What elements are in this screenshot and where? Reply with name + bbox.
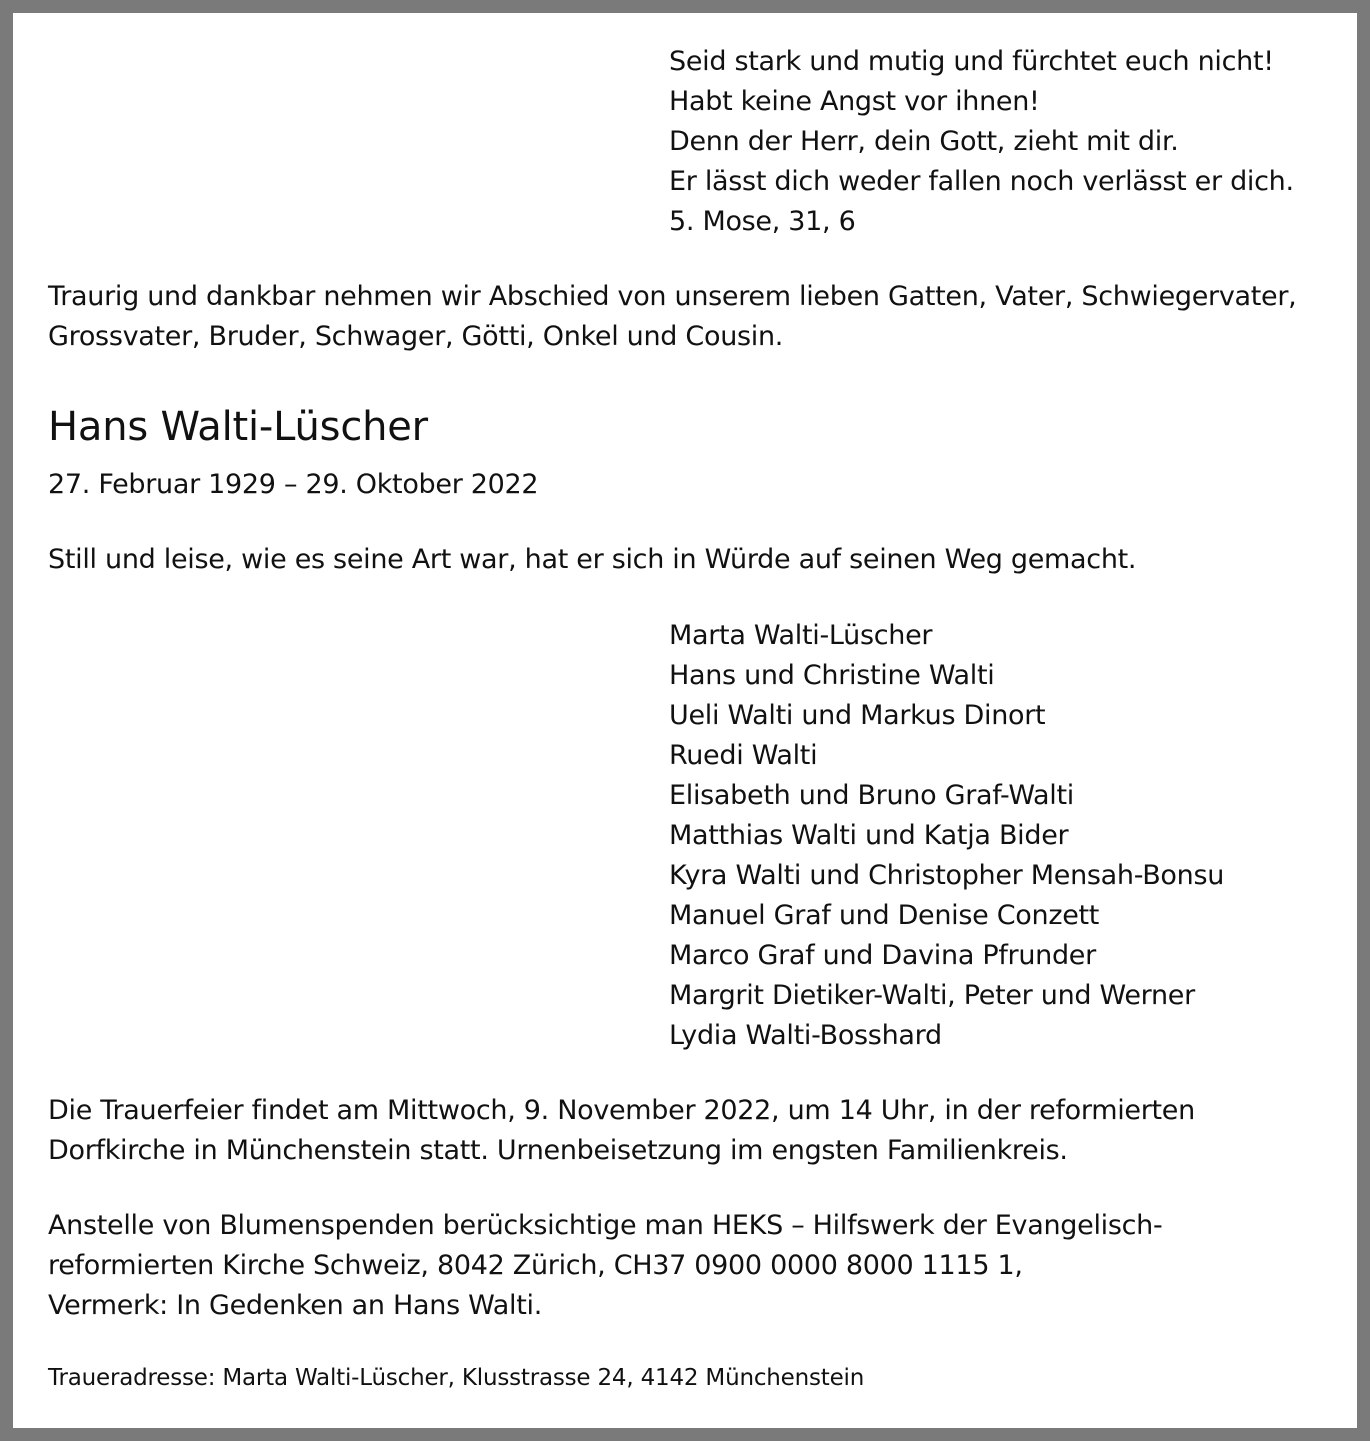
obituary-page xyxy=(13,13,1357,1428)
donation-line: reformierten Kirche Schweiz, 8042 Zürich, CH37 0900 0000 8000 1115 1, xyxy=(48,1250,1023,1281)
mourner-name: Margrit Dietiker-Walti, Peter und Werner xyxy=(669,980,1195,1011)
mourner-name: Manuel Graf und Denise Conzett xyxy=(669,900,1100,931)
mourner-name: Matthias Walti und Katja Bider xyxy=(669,820,1069,851)
verse-line: Er lässt dich weder fallen noch verlässt er dich. xyxy=(669,166,1294,197)
mourning-address: Traueradresse: Marta Walti-Lüscher, Klusstrasse 24, 4142 Münchenstein xyxy=(48,1365,865,1391)
donation-line: Anstelle von Blumenspenden berücksichtige man HEKS – Hilfswerk der Evangelisch- xyxy=(48,1210,1163,1241)
life-dates: 27. Februar 1929 – 29. Oktober 2022 xyxy=(48,469,539,500)
ceremony-line: Die Trauerfeier findet am Mittwoch, 9. November 2022, um 14 Uhr, in der reformierten xyxy=(48,1095,1195,1126)
deceased-name: Hans Walti-Lüscher xyxy=(48,404,428,450)
tribute-text: Still und leise, wie es seine Art war, hat er sich in Würde auf seinen Weg gemacht. xyxy=(48,544,1137,575)
verse-reference: 5. Mose, 31, 6 xyxy=(669,206,856,237)
intro-line: Traurig und dankbar nehmen wir Abschied von unserem lieben Gatten, Vater, Schwiegervater, xyxy=(48,281,1297,312)
mourner-name: Lydia Walti-Bosshard xyxy=(669,1020,942,1051)
mourner-name: Kyra Walti und Christopher Mensah-Bonsu xyxy=(669,860,1225,891)
mourner-name: Ruedi Walti xyxy=(669,740,818,771)
verse-line: Denn der Herr, dein Gott, zieht mit dir. xyxy=(669,126,1179,157)
intro-line: Grossvater, Bruder, Schwager, Götti, Onkel und Cousin. xyxy=(48,321,784,352)
ceremony-line: Dorfkirche in Münchenstein statt. Urnenbeisetzung im engsten Familienkreis. xyxy=(48,1135,1068,1166)
mourner-name: Hans und Christine Walti xyxy=(669,660,995,691)
verse-line: Habt keine Angst vor ihnen! xyxy=(669,86,1040,117)
mourner-name: Marco Graf und Davina Pfrunder xyxy=(669,940,1096,971)
mourner-name: Ueli Walti und Markus Dinort xyxy=(669,700,1046,731)
donation-line: Vermerk: In Gedenken an Hans Walti. xyxy=(48,1290,543,1321)
verse-line: Seid stark und mutig und fürchtet euch nicht! xyxy=(669,46,1274,77)
mourner-name: Marta Walti-Lüscher xyxy=(669,620,933,651)
mourner-name: Elisabeth und Bruno Graf-Walti xyxy=(669,780,1074,811)
